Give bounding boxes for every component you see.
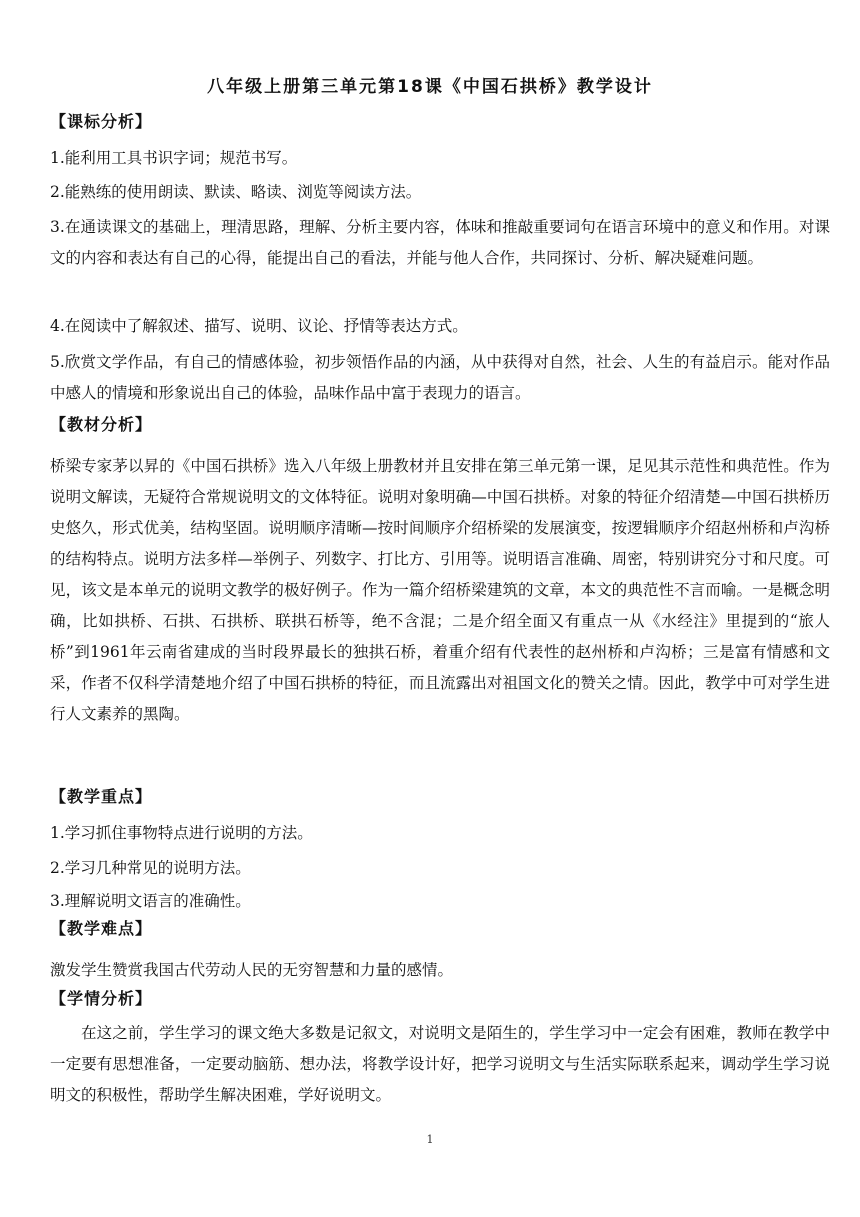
curriculum-item-3: 3.在通读课文的基础上，理清思路，理解、分析主要内容，体味和推敲重要词句在语言环境中的意义和作用。对课文的内容和表达有自己的心得，能提出自己的看法，并能与他人合作，共同探讨、分析、解决疑难问题。: [50, 218, 830, 267]
curriculum-item-5: 5.欣赏文学作品，有自己的情感体验，初步领悟作品的内涵，从中获得对自然，社会、人生的有益启示。能对作品中感人的情境和形象说出自己的体验，品味作品中富于表现力的语言。: [50, 353, 830, 402]
section-heading-textbook: 【教材分析】: [50, 415, 153, 434]
section-heading-learners: 【学情分析】: [50, 989, 153, 1008]
document-title: 八年级上册第三单元第18课《中国石拱桥》教学设计: [207, 77, 653, 97]
key-point-item-1: 1.学习抓住事物特点进行说明的方法。: [50, 824, 313, 842]
section-heading-key-points: 【教学重点】: [50, 787, 153, 806]
key-point-item-2: 2.学习几种常见的说明方法。: [50, 859, 251, 877]
key-point-item-3: 3.理解说明文语言的准确性。: [50, 892, 251, 910]
curriculum-item-1: 1.能利用工具书识字词；规范书写。: [50, 149, 298, 167]
page-number: 1: [426, 1133, 434, 1146]
textbook-analysis-body: 桥梁专家茅以昇的《中国石拱桥》选入八年级上册教材并且安排在第三单元第一课，足见其示范性和典范性。作为说明文解读，无疑符合常规说明文的文体特征。说明对象明确—中国石拱桥。对象的特征介绍清楚—中国石拱桥历史悠久，形式优美，结构坚固。说明顺序清晰—按时间顺序介绍桥梁的发展演变，按逻辑顺序介绍赵州桥和卢沟桥的结构特点。说明方法多样—举例子、列数字、打比方、引用等。说明语言准确、周密，特别讲究分寸和尺度。可见，该文是本单元的说明文教学的极好例子。作为一篇介绍桥梁建筑的文章，本文的典范性不言而喻。一是概念明确，比如拱桥、石拱、石拱桥、联拱石桥等，绝不含混；二是介绍全面又有重点一从《水经注》里提到的“旅人桥”到1961年云南省建成的当时段界最长的独拱石桥，着重介绍有代表性的赵州桥和卢沟桥；三是富有情感和文采，作者不仅科学清楚地介绍了中国石拱桥的特征，而且流露出对祖国文化的赞关之情。因此，教学中可对学生进行人文素养的黑陶。: [50, 457, 830, 723]
difficulties-body: 激发学生赞赏我国古代劳动人民的无穷智慧和力量的感情。: [50, 961, 454, 979]
curriculum-item-4: 4.在阅读中了解叙述、描写、说明、议论、抒情等表达方式。: [50, 317, 468, 335]
section-heading-curriculum: 【课标分析】: [50, 112, 153, 131]
section-heading-difficulties: 【教学难点】: [50, 919, 153, 938]
learner-analysis-body: 在这之前，学生学习的课文绝大多数是记叙文，对说明文是陌生的，学生学习中一定会有困难，教师在教学中一定要有思想准备，一定要动脑筋、想办法，将教学设计好，把学习说明文与生活实际联系起来，调动学生学习说明文的积极性，帮助学生解决困难，学好说明文。: [50, 1024, 830, 1104]
curriculum-item-2: 2.能熟练的使用朗读、默读、略读、浏览等阅读方法。: [50, 183, 422, 201]
